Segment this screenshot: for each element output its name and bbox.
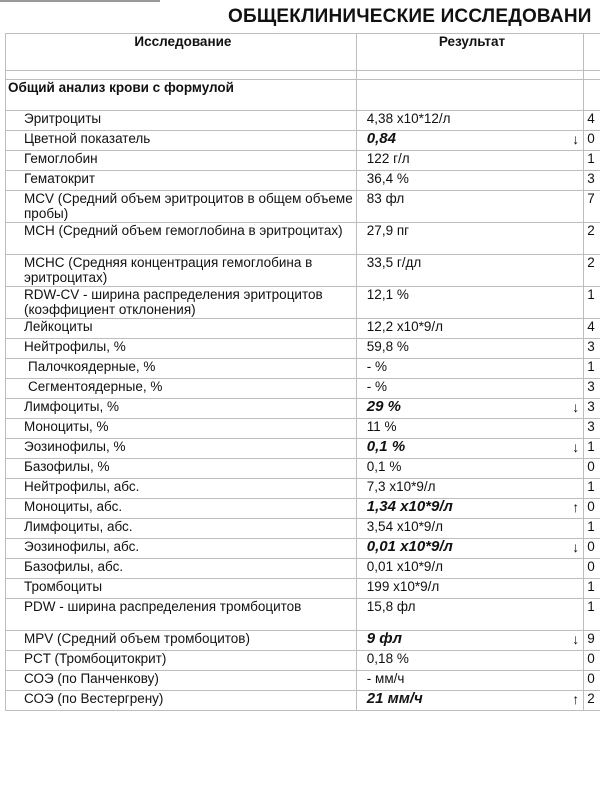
arrow-down-icon: ↓: [572, 439, 580, 455]
reference-value: 2: [584, 223, 600, 255]
test-name: Эозинофилы, %: [6, 439, 357, 459]
test-result: [356, 287, 583, 319]
table-row: [6, 519, 600, 539]
result-value: 3,54 x10*9/л: [366, 519, 443, 534]
column-header-result: Результат: [356, 34, 583, 71]
reference-value: 0: [584, 499, 600, 519]
column-header-reference: [584, 34, 600, 71]
reference-value: 1: [584, 439, 600, 459]
test-result: [356, 339, 583, 359]
reference-value: 0: [584, 671, 600, 691]
test-name: Гемоглобин: [6, 151, 357, 171]
result-value: 15,8 фл: [366, 599, 416, 614]
reference-value: 1: [584, 479, 600, 499]
result-value: 122 г/л: [366, 151, 410, 166]
test-name: Гематокрит: [6, 171, 357, 191]
result-value: 0,18 %: [366, 651, 409, 666]
table-row: [6, 579, 600, 599]
result-value: 0,1 %: [366, 459, 402, 474]
reference-value: 2: [584, 691, 600, 711]
test-name: MPV (Средний объем тромбоцитов): [6, 631, 357, 651]
reference-value: 1: [584, 599, 600, 631]
test-name: MCHC (Средняя концентрация гемоглобина в эритроцитах): [6, 255, 357, 287]
result-value: 27,9 пг: [366, 223, 410, 238]
table-row: [6, 419, 600, 439]
test-result: [356, 691, 583, 711]
table-row: [6, 131, 600, 151]
test-result: [356, 539, 583, 559]
table-header: [6, 34, 600, 71]
reference-value: 1: [584, 519, 600, 539]
table-row: [6, 319, 600, 339]
table-row: [6, 599, 600, 631]
result-value: - мм/ч: [366, 671, 405, 686]
arrow-down-icon: ↓: [572, 539, 580, 555]
test-result: [356, 399, 583, 419]
test-result: [356, 631, 583, 651]
test-result: [356, 519, 583, 539]
table-row: [6, 539, 600, 559]
test-name: MCV (Средний объем эритроцитов в общем объеме пробы): [6, 191, 357, 223]
result-value: - %: [366, 379, 388, 394]
result-value: 0,1 %: [366, 438, 406, 455]
table-row: [6, 479, 600, 499]
table-row: [6, 339, 600, 359]
test-name: Моноциты, %: [6, 419, 357, 439]
test-name: СОЭ (по Панченкову): [6, 671, 357, 691]
test-name: Сегментоядерные, %: [6, 379, 357, 399]
table-row: [6, 499, 600, 519]
arrow-down-icon: ↓: [572, 631, 580, 647]
table-row: [6, 459, 600, 479]
arrow-up-icon: ↑: [572, 691, 580, 707]
test-result: [356, 419, 583, 439]
reference-value: 0: [584, 459, 600, 479]
reference-value: 0: [584, 539, 600, 559]
result-value: 1,34 x10*9/л: [366, 498, 453, 515]
result-value: 0,01 x10*9/л: [366, 559, 443, 574]
table-row: [6, 379, 600, 399]
table-row: [6, 651, 600, 671]
test-result: [356, 671, 583, 691]
table-row: [6, 439, 600, 459]
result-value: 29 %: [366, 398, 401, 415]
test-name: Палочкоядерные, %: [6, 359, 357, 379]
result-value: 7,3 x10*9/л: [366, 479, 436, 494]
test-name: Базофилы, %: [6, 459, 357, 479]
test-name: Цветной показатель: [6, 131, 357, 151]
test-result: [356, 559, 583, 579]
table-row: [6, 559, 600, 579]
test-result: [356, 599, 583, 631]
results-table: [5, 33, 600, 711]
table-row: [6, 399, 600, 419]
result-value: 59,8 %: [366, 339, 409, 354]
reference-value: 1: [584, 151, 600, 171]
reference-value: 3: [584, 379, 600, 399]
result-value: 12,1 %: [366, 287, 409, 302]
test-result: [356, 459, 583, 479]
test-result: [356, 439, 583, 459]
table-row: [6, 255, 600, 287]
test-result: [356, 479, 583, 499]
result-value: 9 фл: [366, 630, 402, 647]
reference-value: 3: [584, 419, 600, 439]
reference-value: 4: [584, 111, 600, 131]
test-name: Базофилы, абс.: [6, 559, 357, 579]
reference-value: 9: [584, 631, 600, 651]
test-result: [356, 319, 583, 339]
test-result: [356, 499, 583, 519]
test-name: Лейкоциты: [6, 319, 357, 339]
reference-value: 1: [584, 287, 600, 319]
test-result: [356, 579, 583, 599]
page-title: ОБЩЕКЛИНИЧЕСКИЕ ИССЛЕДОВАНИ: [228, 6, 592, 27]
test-result: [356, 191, 583, 223]
test-name: СОЭ (по Вестергрену): [6, 691, 357, 711]
result-value: 199 x10*9/л: [366, 579, 440, 594]
test-name: PCT (Тромбоцитокрит): [6, 651, 357, 671]
result-value: 83 фл: [366, 191, 405, 206]
result-value: 12,2 x10*9/л: [366, 319, 443, 334]
test-result: [356, 151, 583, 171]
section-row: [6, 80, 600, 111]
table-row: [6, 191, 600, 223]
result-value: 0,01 x10*9/л: [366, 538, 453, 555]
table-row: [6, 223, 600, 255]
table-row: [6, 151, 600, 171]
arrow-down-icon: ↓: [572, 399, 580, 415]
test-name: Лимфоциты, абс.: [6, 519, 357, 539]
test-name: MCH (Средний объем гемоглобина в эритроцитах): [6, 223, 357, 255]
test-result: [356, 131, 583, 151]
reference-value: 3: [584, 339, 600, 359]
test-result: [356, 111, 583, 131]
result-value: 4,38 x10*12/л: [366, 111, 451, 126]
table-row: [6, 671, 600, 691]
reference-value: 2: [584, 255, 600, 287]
result-value: 0,84: [366, 130, 396, 147]
result-value: 36,4 %: [366, 171, 409, 186]
reference-value: 7: [584, 191, 600, 223]
reference-value: 1: [584, 359, 600, 379]
test-name: Тромбоциты: [6, 579, 357, 599]
reference-value: 0: [584, 131, 600, 151]
reference-value: 4: [584, 319, 600, 339]
test-name: RDW-CV - ширина распределения эритроцитов (коэффициент отклонения): [6, 287, 357, 319]
table-row: [6, 359, 600, 379]
result-value: 21 мм/ч: [366, 690, 423, 707]
test-name: PDW - ширина распределения тромбоцитов: [6, 599, 357, 631]
reference-value: 3: [584, 399, 600, 419]
test-name: Моноциты, абс.: [6, 499, 357, 519]
table-row: [6, 691, 600, 711]
table-row: [6, 287, 600, 319]
reference-value: 0: [584, 559, 600, 579]
top-rule: [0, 0, 160, 2]
reference-value: 1: [584, 579, 600, 599]
table-row: [6, 631, 600, 651]
test-result: [356, 223, 583, 255]
reference-value: 0: [584, 651, 600, 671]
test-name: Нейтрофилы, абс.: [6, 479, 357, 499]
test-result: [356, 379, 583, 399]
reference-value: 3: [584, 171, 600, 191]
table-row: [6, 111, 600, 131]
header-spacer: [6, 71, 600, 80]
test-name: Эритроциты: [6, 111, 357, 131]
result-value: 11 %: [366, 419, 397, 434]
result-value: - %: [366, 359, 388, 374]
column-header-test: Исследование: [6, 34, 357, 71]
test-result: [356, 651, 583, 671]
test-name: Эозинофилы, абс.: [6, 539, 357, 559]
section-title: Общий анализ крови с формулой: [6, 80, 357, 111]
test-name: Лимфоциты, %: [6, 399, 357, 419]
test-name: Нейтрофилы, %: [6, 339, 357, 359]
test-result: [356, 255, 583, 287]
test-result: [356, 359, 583, 379]
arrow-down-icon: ↓: [572, 131, 580, 147]
table-row: [6, 171, 600, 191]
arrow-up-icon: ↑: [572, 499, 580, 515]
result-value: 33,5 г/дл: [366, 255, 422, 270]
test-result: [356, 171, 583, 191]
